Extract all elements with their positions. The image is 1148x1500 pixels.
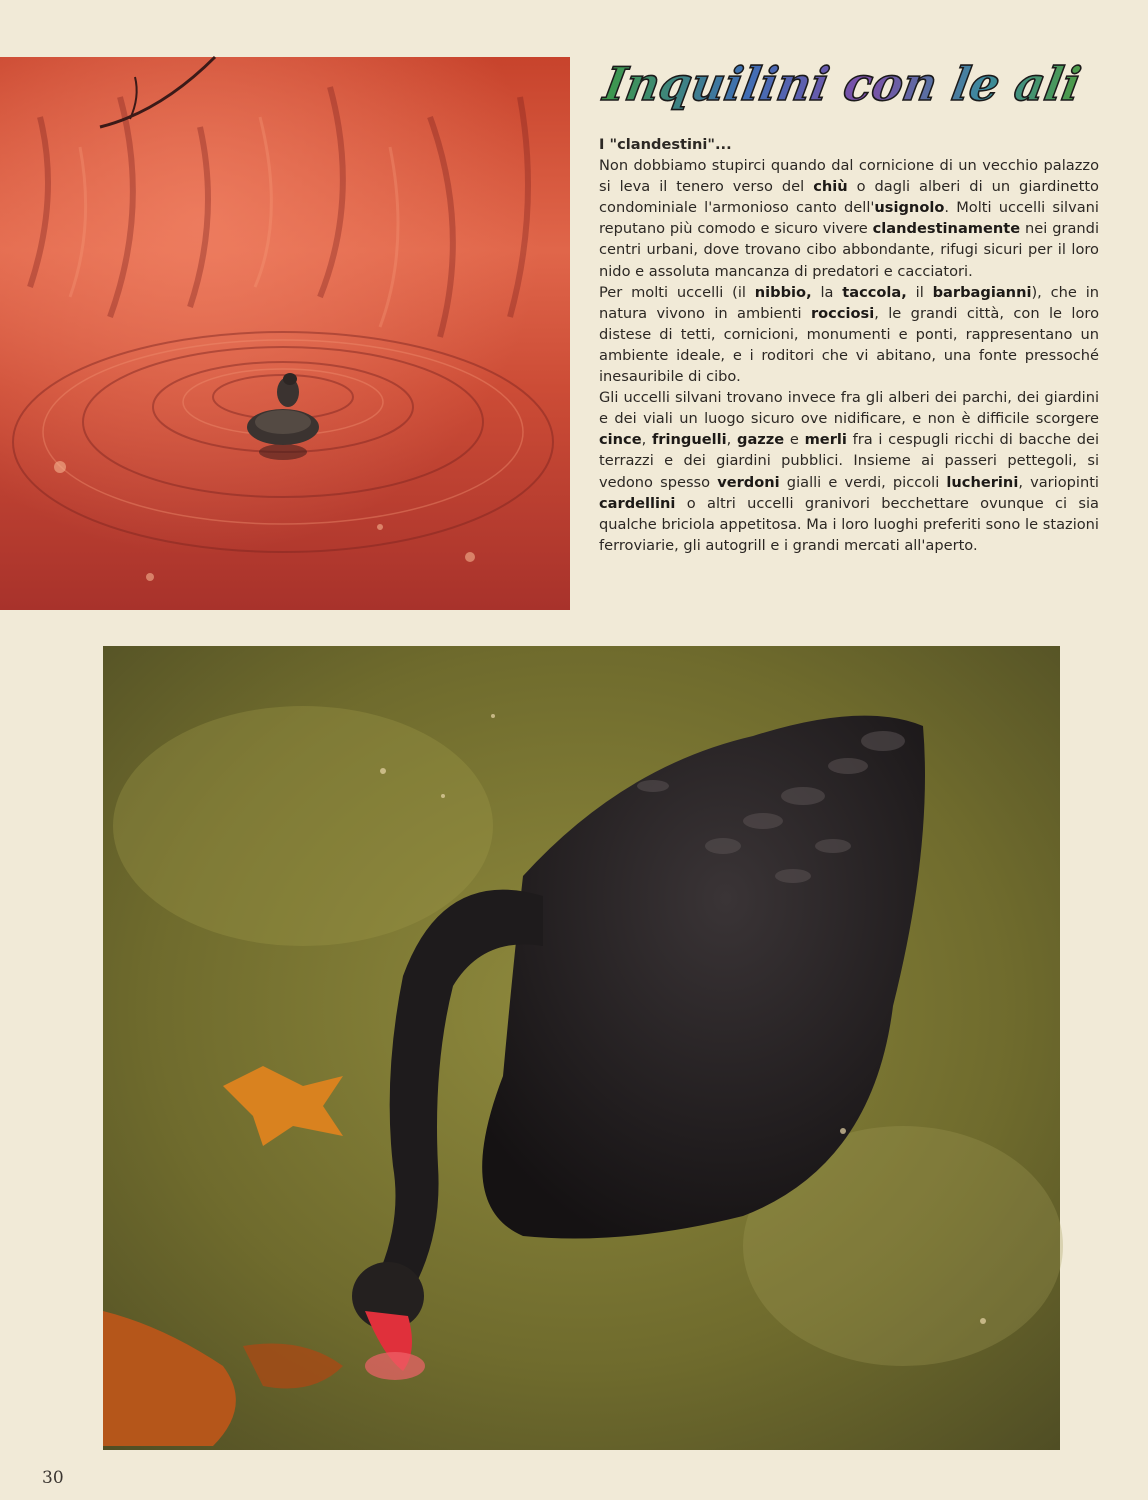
- page-title: [599, 52, 1085, 118]
- bold-term: gazze: [737, 431, 785, 449]
- article-text: [599, 134, 1099, 556]
- bold-term: rocciosi: [810, 304, 875, 322]
- duck-photo: [0, 57, 570, 610]
- bold-term: cardellini: [599, 494, 676, 512]
- bold-term: cince: [599, 431, 642, 449]
- bold-term: chiù: [813, 178, 848, 196]
- bold-term: nibbio,: [754, 283, 812, 301]
- bold-term: lucherini: [946, 473, 1019, 491]
- paragraph-2: Per molti uccelli (il nibbio, la taccola, il barbagianni), che in natura vivono in ambienti rocciosi, le grandi città, con le loro distese di tetti, cornicioni, monumenti e ponti, rappresentano un ambiente ideale, e i roditori che vi abitano, una fonte pressoché inesauribile di cibo.: [599, 283, 1100, 386]
- bold-term: fringuelli: [651, 431, 727, 449]
- black-swan-photo: [103, 646, 1060, 1450]
- bold-term: verdoni: [717, 473, 780, 491]
- article-heading: I "clandestini"...: [599, 136, 732, 153]
- bold-term: barbagianni: [932, 283, 1032, 301]
- bold-term: merli: [804, 431, 847, 449]
- paragraph-1: Non dobbiamo stupirci quando dal cornicione di un vecchio palazzo si leva il tenero verso del chiù o dagli alberi di un giardinetto condominiale l'armonioso canto dell'usignolo. Molti uccelli silvani reputano più comodo e sicuro vivere clandestinamente nei grandi centri urbani, dove trovano cibo abbondante, rifugi sicuri per il loro nido e assoluta mancanza di predatori e cacciatori.: [599, 157, 1099, 280]
- title-text: Inquilini con le ali: [599, 56, 1085, 111]
- bold-term: usignolo: [874, 199, 945, 217]
- bold-term: clandestinamente: [872, 220, 1021, 238]
- bold-term: taccola,: [842, 283, 907, 301]
- page-number: 30: [42, 1468, 64, 1488]
- paragraph-3: Gli uccelli silvani trovano invece fra gli alberi dei parchi, dei giardini e dei viali un luogo sicuro ove nidificare, e non è difficile scorgere cince, fringuelli, gazze e merli fra i cespugli ricchi di bacche dei terrazzi e dei giardini pubblici. Insieme ai passeri pettegoli, si vedono spesso verdoni gialli e verdi, piccoli lucherini, variopinti cardellini o altri uccelli granivori becchettare ovunque ci sia qualche briciola appetitosa. Ma i loro luoghi preferiti sono le stazioni ferroviarie, gli autogrill e i grandi mercati all'aperto.: [599, 389, 1100, 554]
